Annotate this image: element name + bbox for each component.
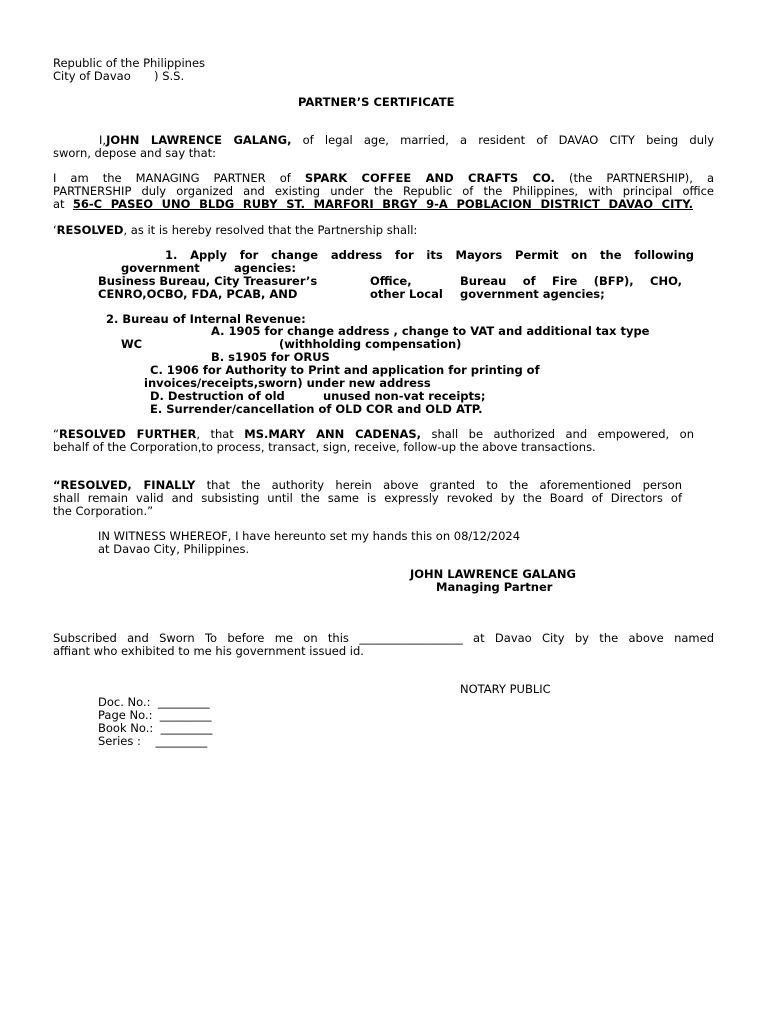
resolved-further-keyword: RESOLVED FURTHER <box>58 427 197 441</box>
item-1-line-1: 1. Apply for change address for its Mayors Permit on the following <box>165 248 694 262</box>
resolved-keyword: RESOLVED <box>56 223 124 237</box>
jurat-line-2: affiant who exhibited to me his government issued id. <box>53 644 364 658</box>
principal-address: 56-C PASEO UNO BLDG RUBY ST. MARFORI BRGY 9-A POBLACION DISTRICT DAVAO CITY. <box>72 197 694 211</box>
page-no-label: Page No.: <box>98 708 153 722</box>
series-blank: _________ <box>155 734 208 748</box>
ss-marker: ) S.S. <box>154 69 185 83</box>
item-2-e: E. Surrender/cancellation of OLD COR and OLD ATP. <box>150 402 483 416</box>
page-no-blank: _________ <box>159 708 212 722</box>
intro-line-2: sworn, depose and say that: <box>53 146 217 160</box>
resolved-further-rest: shall be authorized and empowered, on <box>421 427 694 441</box>
intro-prefix: I, <box>99 133 107 147</box>
resolved-finally-line-3: the Corporation.” <box>53 504 154 518</box>
item-1-agencies-2c: government agencies; <box>460 287 605 301</box>
witness-line-2: at Davao City, Philippines. <box>98 542 250 556</box>
notary-public-label: NOTARY PUBLIC <box>460 682 551 696</box>
item-1-government: government <box>121 261 200 275</box>
item-1-agencies-2b: other Local <box>370 287 443 301</box>
resolved-line <box>53 224 417 237</box>
resolved-finally-line-2: shall remain valid and subsisting until the same is expressly revoked by the Board of Directors of <box>53 491 682 505</box>
affiant-name: JOHN LAWRENCE GALANG, <box>106 133 292 147</box>
jurat-prefix: Subscribed and Sworn To before me on this <box>53 631 360 645</box>
jurat-date-blank: __________________ <box>359 631 463 645</box>
book-no-blank: _________ <box>160 721 213 735</box>
city-line <box>53 70 184 83</box>
resolved-further-quote: “ <box>53 427 59 441</box>
item-2-title: 2. Bureau of Internal Revenue: <box>106 312 306 326</box>
authorized-person-name: MS.MARY ANN CADENAS, <box>244 427 421 441</box>
signatory-name: JOHN LAWRENCE GALANG <box>410 567 576 581</box>
witness-line-1: IN WITNESS WHEREOF, I have hereunto set my hands this on 08/12/2024 <box>98 529 521 543</box>
item-2-c-line-1: C. 1906 for Authority to Print and application for printing of <box>150 363 540 377</box>
item-2-a-line-1: A. 1905 for change address , change to VAT and additional tax type <box>211 324 650 338</box>
partnership-prefix: I am the MANAGING PARTNER of <box>53 171 305 185</box>
item-1-agencies-2a: CENRO,OCBO, FDA, PCAB, AND <box>98 287 298 301</box>
republic-line: Republic of the Philippines <box>53 56 206 70</box>
resolved-finally-keyword: “RESOLVED, FINALLY <box>53 478 196 492</box>
item-1-agencies-1a: Business Bureau, City Treasurer’s <box>98 274 318 288</box>
resolved-quote: ‘ <box>53 223 57 237</box>
item-1-agencies: agencies: <box>234 261 296 275</box>
resolved-rest: , as it is hereby resolved that the Partnership shall: <box>123 223 418 237</box>
series-label: Series : <box>98 734 141 748</box>
partnership-line-2: PARTNERSHIP duly organized and existing under the Republic of the Philippines, with principal office <box>53 184 714 198</box>
book-no-label: Book No.: <box>98 721 154 735</box>
item-2-d-a: D. Destruction of old <box>150 389 285 403</box>
doc-no-label: Doc. No.: <box>98 695 151 709</box>
item-2-b: B. s1905 for ORUS <box>211 350 330 364</box>
jurat-rest: at Davao City by the above named <box>462 631 714 645</box>
resolved-finally-rest: that the authority herein above granted to the aforementioned person <box>195 478 682 492</box>
item-2-a-wc: WC <box>121 337 143 351</box>
resolved-further-mid: , that <box>196 427 245 441</box>
item-2-d-b: unused non-vat receipts; <box>323 389 486 403</box>
company-name: SPARK COFFEE AND CRAFTS CO. <box>304 171 555 185</box>
partnership-line-1-rest: (the PARTNERSHIP), a <box>554 171 714 185</box>
item-1-agencies-1c: Bureau of Fire (BFP), CHO, <box>460 274 682 288</box>
doc-no-blank: _________ <box>157 695 210 709</box>
address-prefix: at <box>53 197 73 211</box>
signatory-title: Managing Partner <box>436 580 553 594</box>
intro-line-1-rest: of legal age, married, a resident of DAVAO CITY being duly <box>291 133 714 147</box>
resolved-further-line-2: behalf of the Corporation,to process, transact, sign, receive, follow-up the above transactions. <box>53 440 596 454</box>
series-field <box>98 735 207 748</box>
item-2-c-line-2: invoices/receipts,sworn) under new address <box>144 376 431 390</box>
city-name: City of Davao <box>53 69 131 83</box>
document-title: PARTNER’S CERTIFICATE <box>298 95 455 109</box>
item-2-a-withholding: (withholding compensation) <box>279 337 462 351</box>
partnership-line-3 <box>53 198 693 211</box>
item-1-agencies-1b: Office, <box>370 274 412 288</box>
